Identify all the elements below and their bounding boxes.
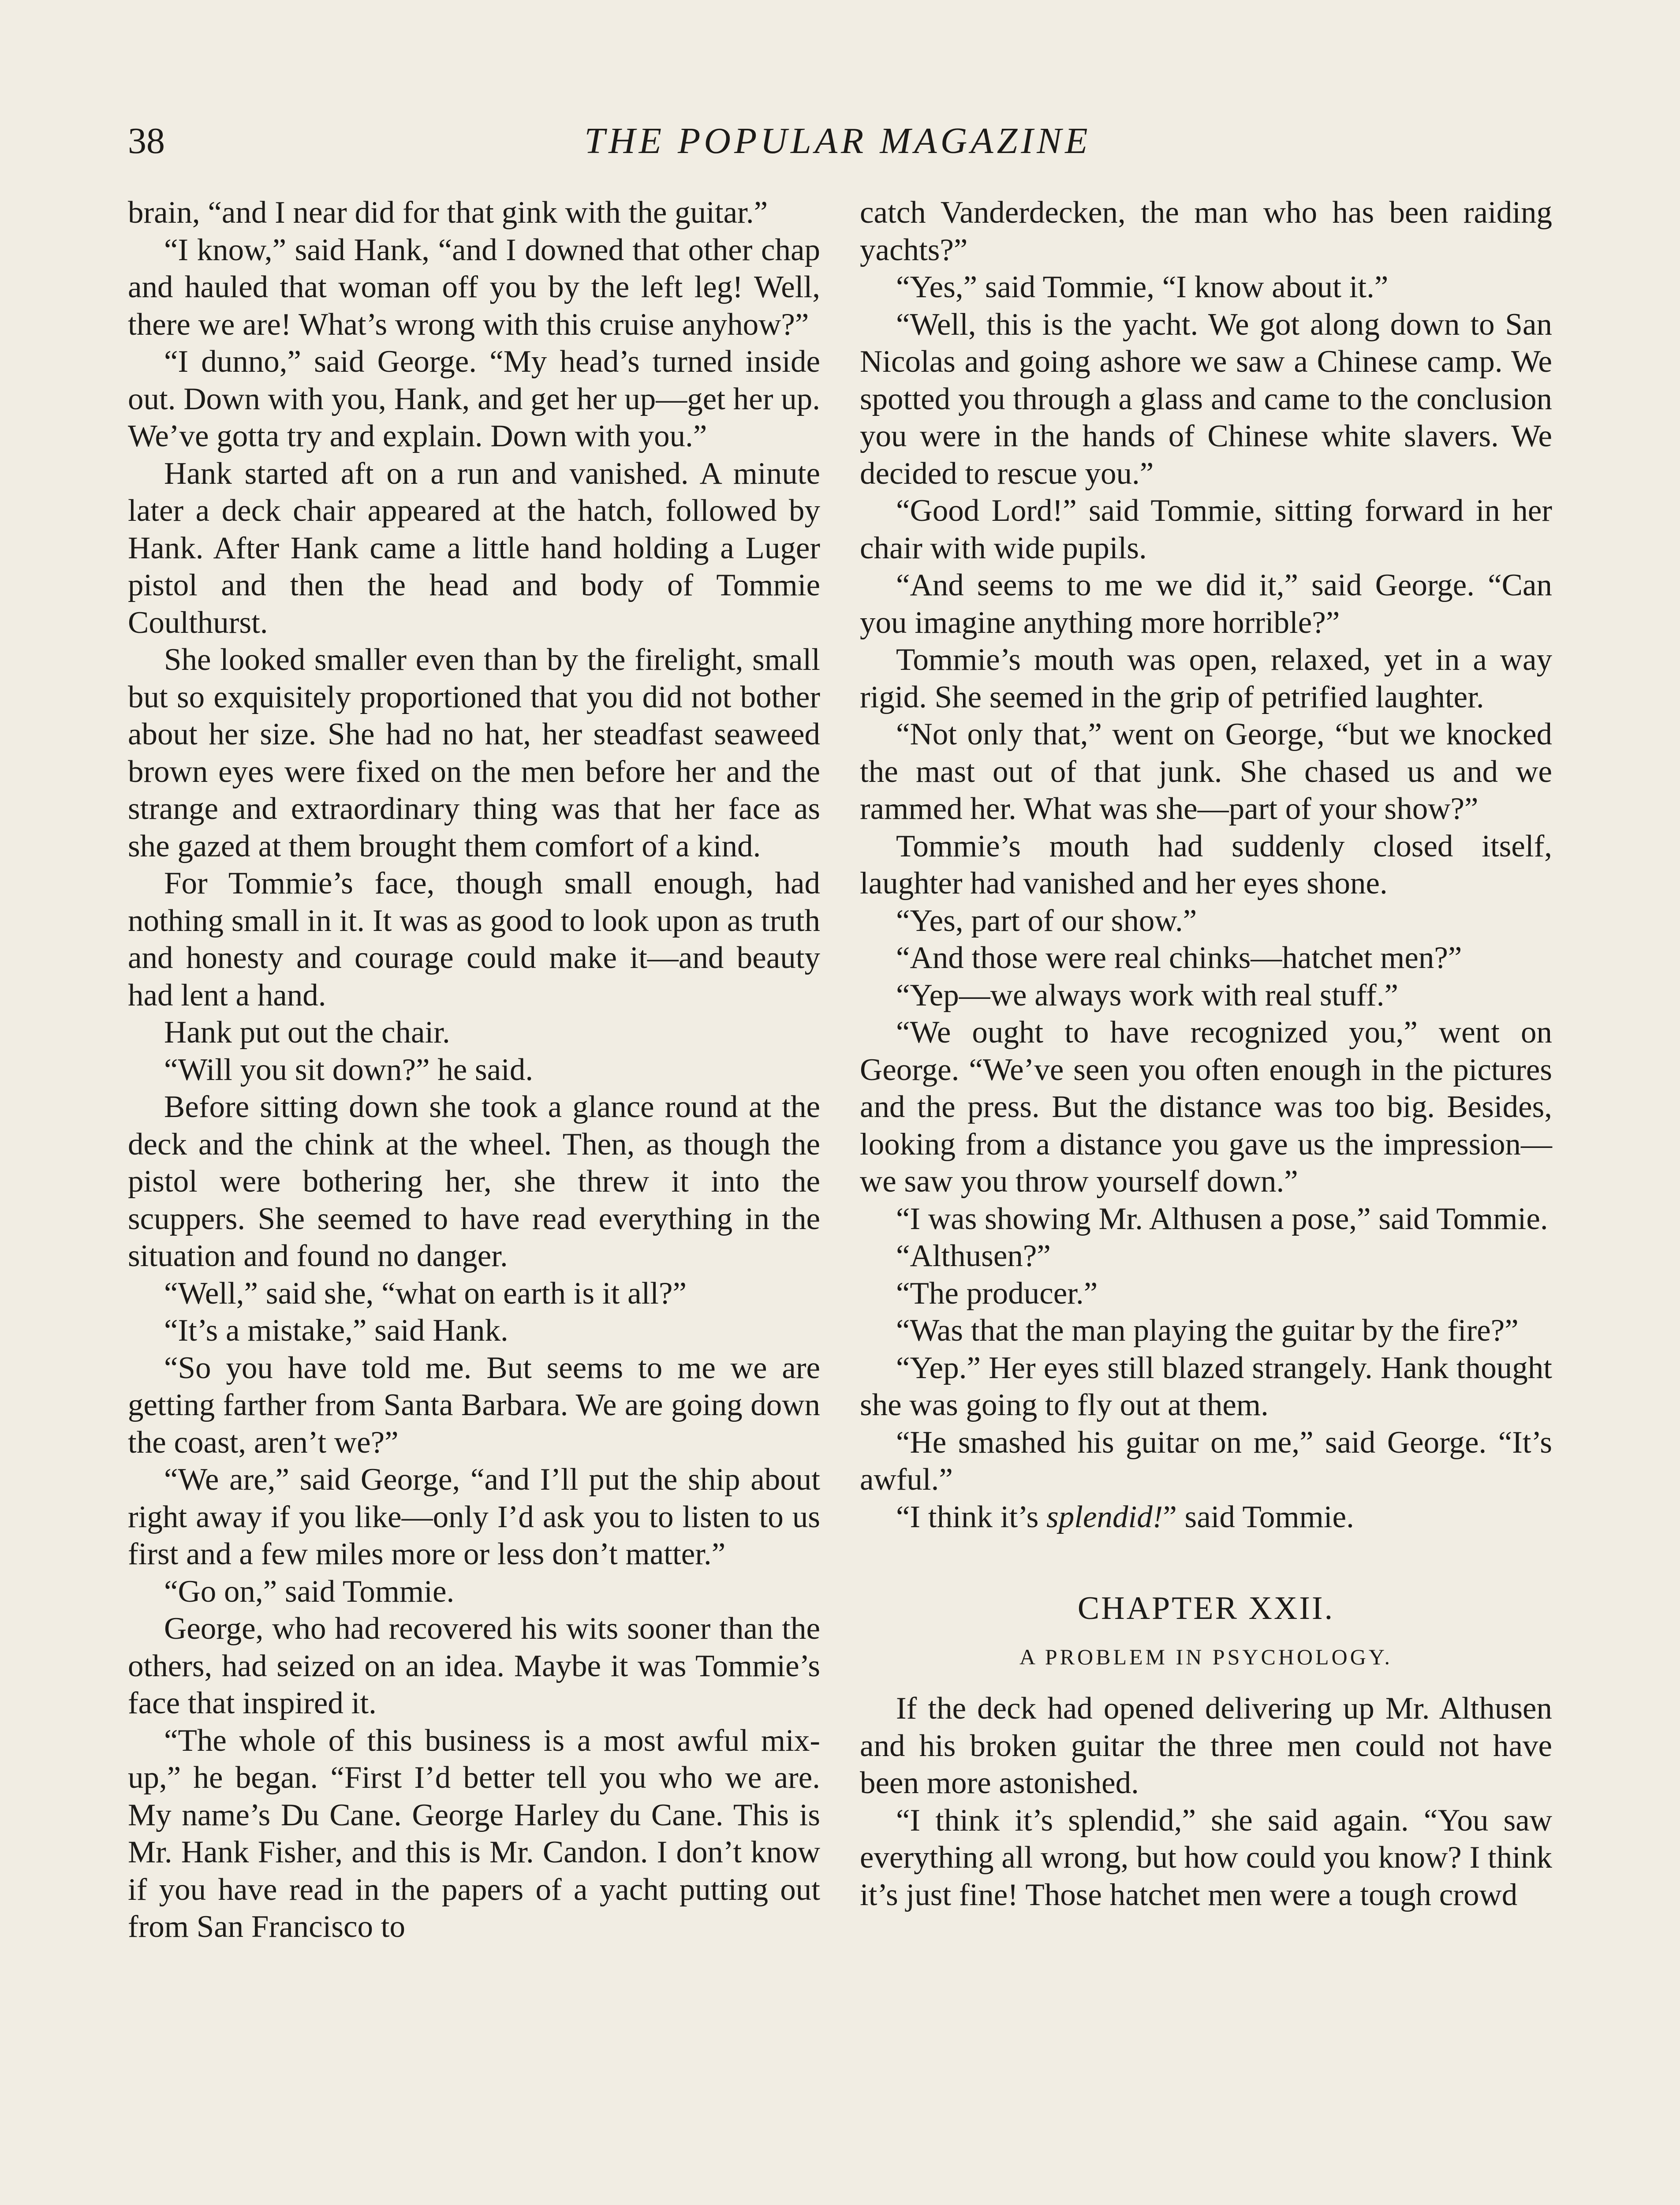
paragraph: “We ought to have recognized you,” went on George. “We’ve seen you often enough in the pictures and the press. But the distance was too big. Besides, looking from a distance you gave us the impression—we saw you throw yourself down.”	[860, 1015, 1552, 1199]
paragraph: “I know,” said Hank, “and I downed that other chap and hauled that woman off you by the left leg! Well, there we are! What’s wrong with this cruise anyhow?”	[128, 232, 820, 342]
paragraph: catch Vanderdecken, the man who has been raiding yachts?”	[860, 195, 1552, 267]
paragraph: “Not only that,” went on George, “but we knocked the mast out of that junk. She chased us and we rammed her. What was she—part of your show?”	[860, 717, 1552, 826]
paragraph: For Tommie’s face, though small enough, had nothing small in it. It was as good to look upon as truth and honesty and courage could make it—and beauty had lent a hand.	[128, 866, 820, 1013]
chapter-title: CHAPTER XXII.	[1077, 1590, 1335, 1626]
quote-tail: ” said Tommie.	[1163, 1499, 1354, 1534]
paragraph: Tommie’s mouth was open, relaxed, yet in a way rigid. She seemed in the grip of petrified laughter.	[860, 643, 1552, 714]
running-head: THE POPULAR MAGAZINE	[584, 120, 1091, 161]
paragraph: “I was showing Mr. Althusen a pose,” said Tommie.	[896, 1201, 1548, 1236]
right-column	[860, 194, 1552, 1913]
paragraph: She looked smaller even than by the firelight, small but so exquisitely proportioned that you did not bother about her size. She had no hat, her steadfast seaweed brown eyes were fixed on the men before her and the strange and extraordinary thing was that her face as she gazed at them brought them comfort of a kind.	[128, 643, 820, 863]
paragraph: “Althusen?”	[896, 1239, 1051, 1273]
paragraph: Before sitting down she took a glance round at the deck and the chink at the wheel. Then, as though the pistol were bothering her, she threw it into the scuppers. She seemed to have read everything in the situation and found no danger.	[128, 1090, 820, 1273]
left-column	[128, 194, 820, 1946]
paragraph: “And seems to me we did it,” said George. “Can you imagine anything more horrible?”	[860, 568, 1552, 640]
page-number: 38	[128, 120, 165, 161]
paragraph: “Yes, part of our show.”	[896, 903, 1197, 938]
paragraph: “It’s a mistake,” said Hank.	[164, 1313, 508, 1348]
paragraph: “We are,” said George, “and I’ll put the ship about right away if you like—only I’d ask you to listen to us first and a few miles more or less don’t matter.”	[128, 1462, 820, 1571]
paragraph: “The producer.”	[896, 1276, 1098, 1311]
paragraph: “Was that the man playing the guitar by the fire?”	[896, 1313, 1519, 1348]
paragraph: If the deck had opened delivering up Mr. Althusen and his broken guitar the three men could not have been more astonished.	[860, 1691, 1552, 1800]
paragraph: George, who had recovered his wits sooner than the others, had seized on an idea. Maybe it was Tommie’s face that inspired it.	[128, 1611, 820, 1720]
paragraph: “Will you sit down?” he said.	[164, 1052, 534, 1087]
paragraph: brain, “and I near did for that gink with the guitar.”	[128, 195, 768, 230]
paragraph: Tommie’s mouth had suddenly closed itself, laughter had vanished and her eyes shone.	[860, 829, 1552, 901]
paragraph: “The whole of this business is a most awful mix-up,” he began. “First I’d better tell you who we are. My name’s Du Cane. George Harley du Cane. This is Mr. Hank Fisher, and this is Mr. Candon. I don’t know if you have read in the papers of a yacht putting out from San Francisco to	[128, 1723, 820, 1944]
paragraph: “Well, this is the yacht. We got along down to San Nicolas and going ashore we saw a Chinese camp. We spotted you through a glass and came to the conclusion you were in the hands of Chinese white slavers. We decided to rescue you.”	[860, 307, 1552, 491]
paragraph: Hank started aft on a run and vanished. A minute later a deck chair appeared at the hatch, followed by Hank. After Hank came a little hand holding a Luger pistol and then the head and body of Tommie Coulthurst.	[128, 456, 820, 640]
quote-lead: “I think it’s	[896, 1499, 1047, 1534]
paragraph: Hank put out the chair.	[164, 1015, 450, 1050]
paragraph: “Go on,” said Tommie.	[164, 1574, 455, 1609]
paragraph: “Yes,” said Tommie, “I know about it.”	[896, 270, 1389, 304]
paragraph: “Yep.” Her eyes still blazed strangely. Hank thought she was going to fly out at them.	[860, 1350, 1552, 1422]
chapter-subtitle: A PROBLEM IN PSYCHOLOGY.	[1019, 1644, 1393, 1669]
emphasis-splendid: splendid!	[1046, 1499, 1163, 1534]
paragraph: “Well,” said she, “what on earth is it all?”	[164, 1276, 687, 1311]
paragraph: “He smashed his guitar on me,” said George. “It’s awful.”	[860, 1425, 1552, 1497]
paragraph: “I dunno,” said George. “My head’s turned inside out. Down with you, Hank, and get her up—get her up. We’ve gotta try and explain. Down with you.”	[128, 344, 820, 453]
paragraph: “I think it’s splendid,” she said again. “You saw everything all wrong, but how could you know? I think it’s just fine! Those hatchet men were a tough crowd	[860, 1803, 1552, 1912]
paragraph: “So you have told me. But seems to me we are getting farther from Santa Barbara. We are going down the coast, aren’t we?”	[128, 1350, 820, 1460]
paragraph: “Yep—we always work with real stuff.”	[896, 978, 1399, 1013]
paragraph-splendid	[860, 1499, 1552, 1536]
paragraph: “And those were real chinks—hatchet men?”	[896, 941, 1462, 975]
paragraph: “Good Lord!” said Tommie, sitting forward in her chair with wide pupils.	[860, 493, 1552, 565]
